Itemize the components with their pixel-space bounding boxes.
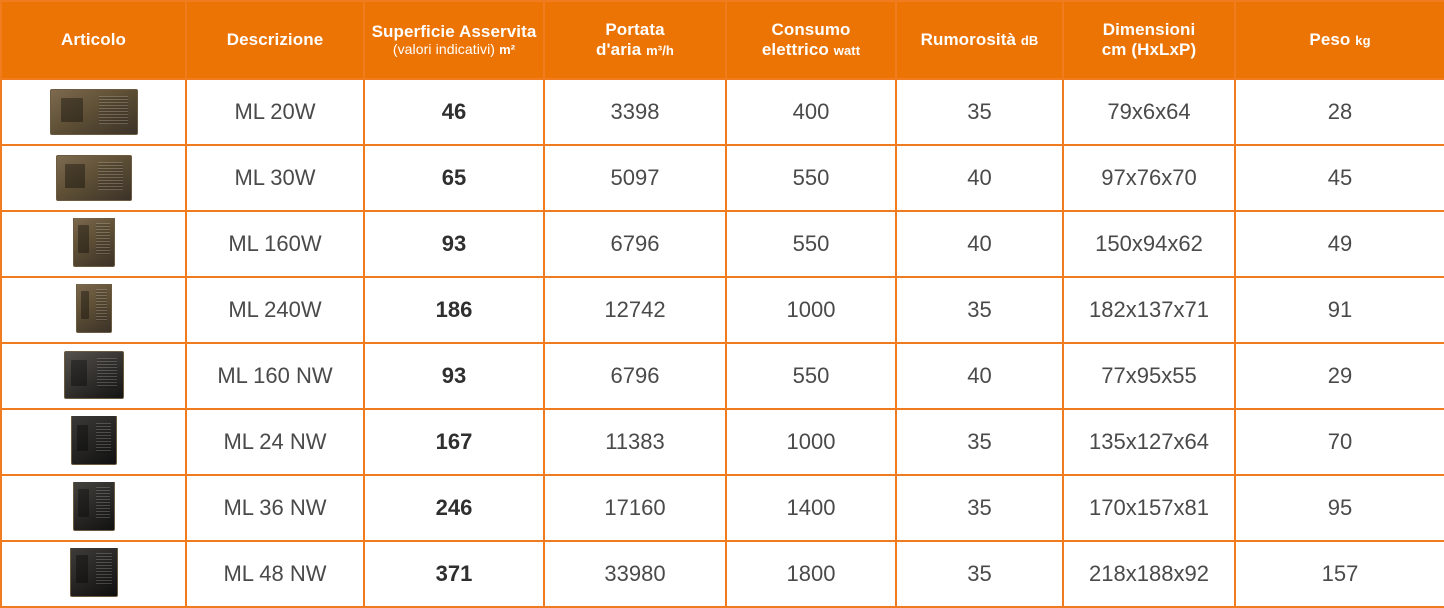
header-unit-superficie: m² (499, 42, 516, 58)
header-sub-text-superficie: (valori indicativi) (392, 41, 496, 58)
product-image-cell (1, 475, 186, 541)
product-photo-icon (46, 284, 142, 336)
cell-descrizione: ML 20W (186, 79, 364, 145)
cell-consumo: 400 (726, 79, 896, 145)
header-label-dimensioni: Dimensioni (1102, 20, 1196, 40)
cell-consumo: 550 (726, 211, 896, 277)
cell-peso: 49 (1235, 211, 1444, 277)
cell-superficie: 167 (364, 409, 544, 475)
header-unit-consumo: watt (833, 43, 861, 58)
cell-dimensioni: 97x76x70 (1063, 145, 1235, 211)
cell-consumo: 1000 (726, 277, 896, 343)
cell-superficie: 93 (364, 211, 544, 277)
cell-consumo: 550 (726, 343, 896, 409)
cell-dimensioni: 77x95x55 (1063, 343, 1235, 409)
cell-peso: 29 (1235, 343, 1444, 409)
table-row (1, 145, 1444, 211)
cell-dimensioni: 182x137x71 (1063, 277, 1235, 343)
column-header-consumo (726, 1, 896, 79)
cell-rumorosita: 40 (896, 145, 1063, 211)
cell-portata: 17160 (544, 475, 726, 541)
product-photo-icon (46, 548, 142, 600)
cell-descrizione: ML 24 NW (186, 409, 364, 475)
cell-superficie: 93 (364, 343, 544, 409)
cell-dimensioni: 135x127x64 (1063, 409, 1235, 475)
cell-superficie: 186 (364, 277, 544, 343)
cell-rumorosita: 35 (896, 277, 1063, 343)
table-row (1, 475, 1444, 541)
cell-descrizione: ML 48 NW (186, 541, 364, 607)
header-label2-dimensioni: cm (HxLxP) (1101, 40, 1197, 59)
product-photo-icon (46, 152, 142, 204)
cell-portata: 5097 (544, 145, 726, 211)
cell-peso: 70 (1235, 409, 1444, 475)
product-image-cell (1, 343, 186, 409)
cell-portata: 6796 (544, 211, 726, 277)
cell-peso: 157 (1235, 541, 1444, 607)
product-photo-icon (46, 218, 142, 270)
product-image-cell (1, 409, 186, 475)
cell-rumorosita: 40 (896, 211, 1063, 277)
table-header (1, 1, 1444, 79)
cell-descrizione: ML 240W (186, 277, 364, 343)
header-label-superficie: Superficie Asservita (371, 21, 537, 41)
cell-portata: 3398 (544, 79, 726, 145)
product-image-cell (1, 277, 186, 343)
cell-portata: 33980 (544, 541, 726, 607)
column-header-dimensioni (1063, 1, 1235, 79)
cell-consumo: 1000 (726, 409, 896, 475)
cell-peso: 28 (1235, 79, 1444, 145)
cell-rumorosita: 35 (896, 475, 1063, 541)
cell-superficie: 246 (364, 475, 544, 541)
cell-rumorosita: 40 (896, 343, 1063, 409)
header-label-peso: Peso (1309, 30, 1351, 50)
header-row (1, 1, 1444, 79)
cell-consumo: 1400 (726, 475, 896, 541)
table-body (1, 79, 1444, 607)
table-row (1, 211, 1444, 277)
product-photo-icon (46, 416, 142, 468)
cell-consumo: 1800 (726, 541, 896, 607)
product-image-cell (1, 541, 186, 607)
table-row (1, 541, 1444, 607)
table-row (1, 277, 1444, 343)
cell-superficie: 371 (364, 541, 544, 607)
cell-portata: 6796 (544, 343, 726, 409)
product-photo-icon (46, 482, 142, 534)
cell-descrizione: ML 160W (186, 211, 364, 277)
column-header-peso (1235, 1, 1444, 79)
cell-dimensioni: 218x188x92 (1063, 541, 1235, 607)
column-header-superficie (364, 1, 544, 79)
product-image-cell (1, 145, 186, 211)
header-label-articolo: Articolo (60, 30, 127, 50)
cell-superficie: 46 (364, 79, 544, 145)
column-header-descrizione (186, 1, 364, 79)
cell-descrizione: ML 36 NW (186, 475, 364, 541)
header-unit-rumorosita: dB (1020, 33, 1039, 49)
product-photo-icon (46, 350, 142, 402)
cell-consumo: 550 (726, 145, 896, 211)
column-header-portata (544, 1, 726, 79)
table-row (1, 409, 1444, 475)
cell-rumorosita: 35 (896, 409, 1063, 475)
cell-descrizione: ML 160 NW (186, 343, 364, 409)
header-label-consumo: Consumo (771, 20, 851, 40)
cell-peso: 45 (1235, 145, 1444, 211)
header-unit-peso: kg (1355, 33, 1371, 49)
header-sub-superficie (365, 41, 543, 58)
cell-dimensioni: 150x94x62 (1063, 211, 1235, 277)
cell-rumorosita: 35 (896, 541, 1063, 607)
cell-portata: 11383 (544, 409, 726, 475)
table-row (1, 79, 1444, 145)
header-unit-portata: m³/h (646, 43, 674, 58)
cell-peso: 95 (1235, 475, 1444, 541)
cell-superficie: 65 (364, 145, 544, 211)
cell-rumorosita: 35 (896, 79, 1063, 145)
cell-dimensioni: 170x157x81 (1063, 475, 1235, 541)
cell-peso: 91 (1235, 277, 1444, 343)
column-header-rumorosita (896, 1, 1063, 79)
product-photo-icon (46, 86, 142, 138)
product-image-cell (1, 211, 186, 277)
header-label-descrizione: Descrizione (226, 30, 324, 50)
header-label2-portata: d'aria (596, 40, 642, 59)
column-header-articolo (1, 1, 186, 79)
cell-descrizione: ML 30W (186, 145, 364, 211)
product-image-cell (1, 79, 186, 145)
cell-portata: 12742 (544, 277, 726, 343)
cell-dimensioni: 79x6x64 (1063, 79, 1235, 145)
table-row (1, 343, 1444, 409)
header-label2-consumo: elettrico (761, 40, 829, 59)
header-label-rumorosita: Rumorosità (920, 30, 1017, 50)
header-label-portata: Portata (605, 20, 665, 40)
